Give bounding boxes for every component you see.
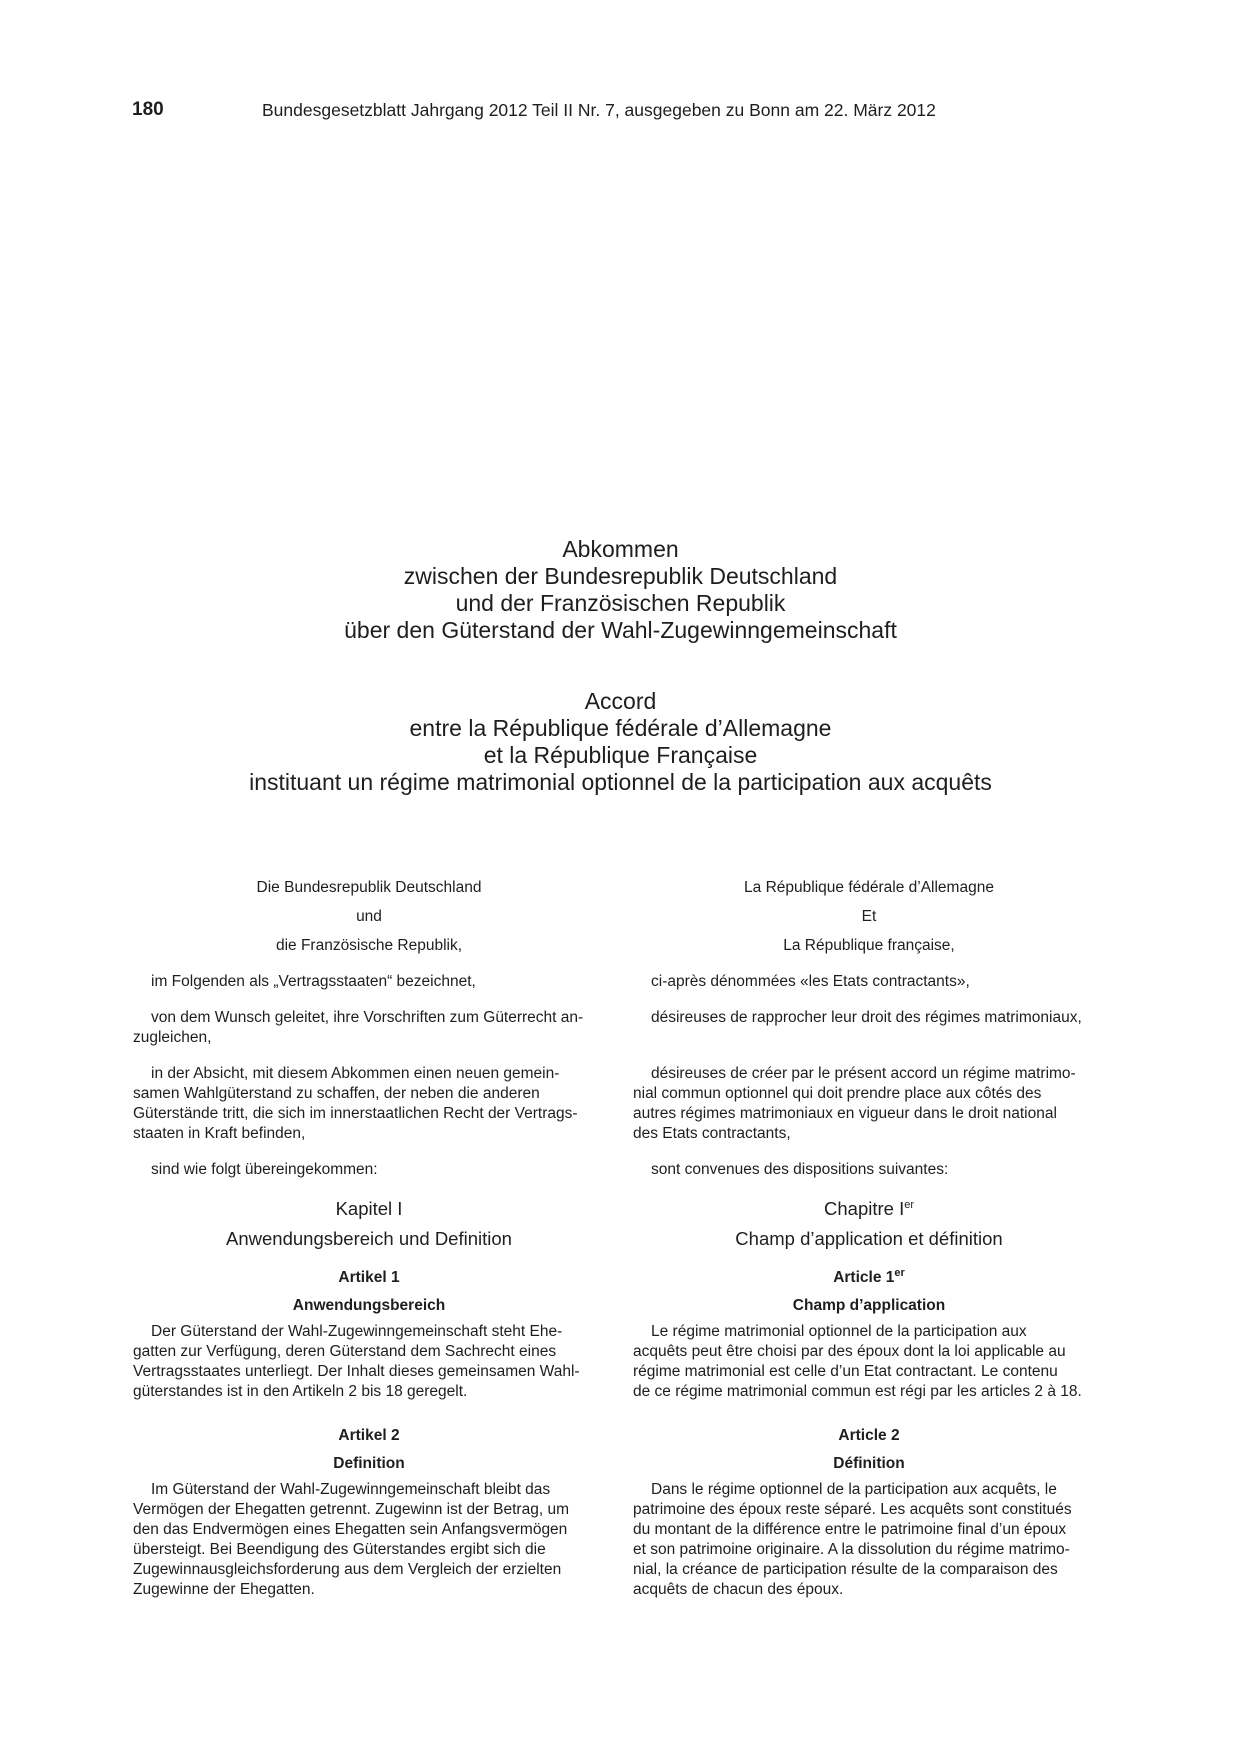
text-line: Le régime matrimonial optionnel de la participation aux bbox=[651, 1323, 1027, 1340]
chapter-title: Anwendungsbereich und Definition bbox=[226, 1228, 512, 1249]
text-line: den das Endvermögen eines Ehegatten sein Anfangsvermögen bbox=[133, 1521, 568, 1538]
article-heading: Artikel 2 bbox=[338, 1427, 400, 1444]
text-line: Zugewinne der Ehegatten. bbox=[133, 1581, 315, 1598]
party-2: La République française, bbox=[783, 937, 955, 954]
article-heading: Artikel 1 bbox=[338, 1269, 400, 1286]
article-title: Champ d’application bbox=[792, 1297, 946, 1314]
text-line: désireuses de créer par le présent accord un régime matrimo- bbox=[651, 1065, 1076, 1082]
title-de-line: zwischen der Bundesrepublik Deutschland bbox=[403, 563, 838, 589]
text-line: patrimoine des époux reste séparé. Les acquêts sont constitués bbox=[633, 1501, 1072, 1518]
title-french bbox=[0, 688, 1241, 796]
german-column bbox=[133, 878, 605, 1600]
preamble-3 bbox=[133, 1064, 605, 1144]
conjunction: Et bbox=[861, 908, 877, 925]
page-header bbox=[132, 99, 1132, 125]
text-line: acquêts peut être choisi par des époux dont la loi applicable au bbox=[633, 1343, 1066, 1360]
text-line: du montant de la différence entre le patrimoine final d’un époux bbox=[633, 1521, 1067, 1538]
chapter-heading bbox=[633, 1198, 1105, 1220]
running-title: Bundesgesetzblatt Jahrgang 2012 Teil II Nr. 7, ausgegeben zu Bonn am 22. März 2012 bbox=[262, 100, 936, 120]
party-1: La République fédérale d’Allemagne bbox=[744, 879, 994, 896]
title-fr-line: entre la République fédérale d’Allemagne bbox=[409, 715, 832, 741]
superscript: er bbox=[894, 1266, 905, 1279]
party-2: die Französische Republik, bbox=[275, 937, 463, 954]
title-de-line: Abkommen bbox=[562, 536, 679, 562]
article-2-body bbox=[133, 1480, 605, 1600]
title-de-line: über den Güterstand der Wahl-Zugewinngemeinschaft bbox=[344, 617, 897, 643]
title-de-line: und der Französischen Republik bbox=[455, 590, 786, 616]
text-line: Im Güterstand der Wahl-Zugewinngemeinschaft bleibt das bbox=[151, 1481, 551, 1498]
text-line: samen Wahlgüterstand zu schaffen, der neben die anderen bbox=[133, 1085, 540, 1102]
chapter-label: Chapitre I bbox=[824, 1198, 905, 1219]
text-line: autres régimes matrimoniaux en vigueur dans le droit national bbox=[633, 1105, 1057, 1122]
text-line: Der Güterstand der Wahl-Zugewinngemeinschaft steht Ehe- bbox=[151, 1323, 563, 1340]
text-line: von dem Wunsch geleitet, ihre Vorschriften zum Güterrecht an- bbox=[151, 1009, 584, 1026]
preamble-3 bbox=[633, 1064, 1105, 1144]
text-line: nial, la créance de participation résulte de la comparaison des bbox=[633, 1561, 1058, 1578]
article-1-body bbox=[633, 1322, 1105, 1402]
text-line: Güterstände tritt, die sich im innerstaatlichen Recht der Vertrags- bbox=[133, 1105, 578, 1122]
preamble-1: ci-après dénommées «les Etats contractants», bbox=[651, 973, 970, 990]
text-line: nial commun optionnel qui doit prendre place aux côtés des bbox=[633, 1085, 1042, 1102]
text-line: Zugewinnausgleichsforderung aus dem Vergleich der erzielten bbox=[133, 1561, 562, 1578]
text-line: übersteigt. Bei Beendigung des Güterstandes ergibt sich die bbox=[133, 1541, 546, 1558]
title-fr-line: et la République Française bbox=[483, 742, 758, 768]
french-column bbox=[633, 878, 1105, 1600]
chapter-heading: Kapitel I bbox=[335, 1198, 403, 1219]
article-1-body bbox=[133, 1322, 605, 1402]
chapter-title: Champ d’application et définition bbox=[735, 1228, 1003, 1249]
text-line: Vertragsstaates unterliegt. Der Inhalt dieses gemeinsamen Wahl- bbox=[133, 1363, 580, 1380]
article-title: Anwendungsbereich bbox=[292, 1297, 446, 1314]
text-line: in der Absicht, mit diesem Abkommen einen neuen gemein- bbox=[151, 1065, 560, 1082]
text-line: staaten in Kraft befinden, bbox=[133, 1125, 306, 1142]
article-heading bbox=[633, 1268, 1105, 1288]
preamble-2: désireuses de rapprocher leur droit des régimes matrimoniaux, bbox=[651, 1009, 1082, 1026]
preamble-4: sind wie folgt übereingekommen: bbox=[151, 1161, 378, 1178]
text-line: gatten zur Verfügung, deren Güterstand dem Sachrecht eines bbox=[133, 1343, 557, 1360]
preamble-4: sont convenues des dispositions suivantes: bbox=[651, 1161, 949, 1178]
preamble-2 bbox=[133, 1008, 605, 1048]
text-line: acquêts de chacun des époux. bbox=[633, 1581, 844, 1598]
article-title: Définition bbox=[833, 1455, 905, 1472]
article-heading: Article 2 bbox=[838, 1427, 900, 1444]
article-2-body bbox=[633, 1480, 1105, 1600]
title-fr-line: instituant un régime matrimonial optionnel de la participation aux acquêts bbox=[249, 769, 992, 795]
title-fr-line: Accord bbox=[584, 688, 657, 714]
preamble-1: im Folgenden als „Vertragsstaaten“ bezeichnet, bbox=[151, 973, 476, 990]
page-number: 180 bbox=[132, 99, 164, 120]
title-german bbox=[0, 536, 1241, 644]
article-label: Article 1 bbox=[833, 1269, 895, 1286]
text-line: régime matrimonial est celle d’un Etat contractant. Le contenu bbox=[633, 1363, 1058, 1380]
text-line: güterstandes ist in den Artikeln 2 bis 18 geregelt. bbox=[133, 1383, 468, 1400]
text-line: et son patrimoine originaire. A la dissolution du régime matrimo- bbox=[633, 1541, 1070, 1558]
text-line: zugleichen, bbox=[133, 1029, 212, 1046]
text-line: de ce régime matrimonial commun est régi par les articles 2 à 18. bbox=[633, 1383, 1082, 1400]
text-line: Dans le régime optionnel de la participation aux acquêts, le bbox=[651, 1481, 1057, 1498]
article-title: Definition bbox=[333, 1455, 405, 1472]
superscript: er bbox=[904, 1198, 914, 1211]
conjunction: und bbox=[356, 908, 382, 925]
party-1: Die Bundesrepublik Deutschland bbox=[256, 879, 482, 896]
text-line: des Etats contractants, bbox=[633, 1125, 791, 1142]
text-line: Vermögen der Ehegatten getrennt. Zugewinn ist der Betrag, um bbox=[133, 1501, 569, 1518]
